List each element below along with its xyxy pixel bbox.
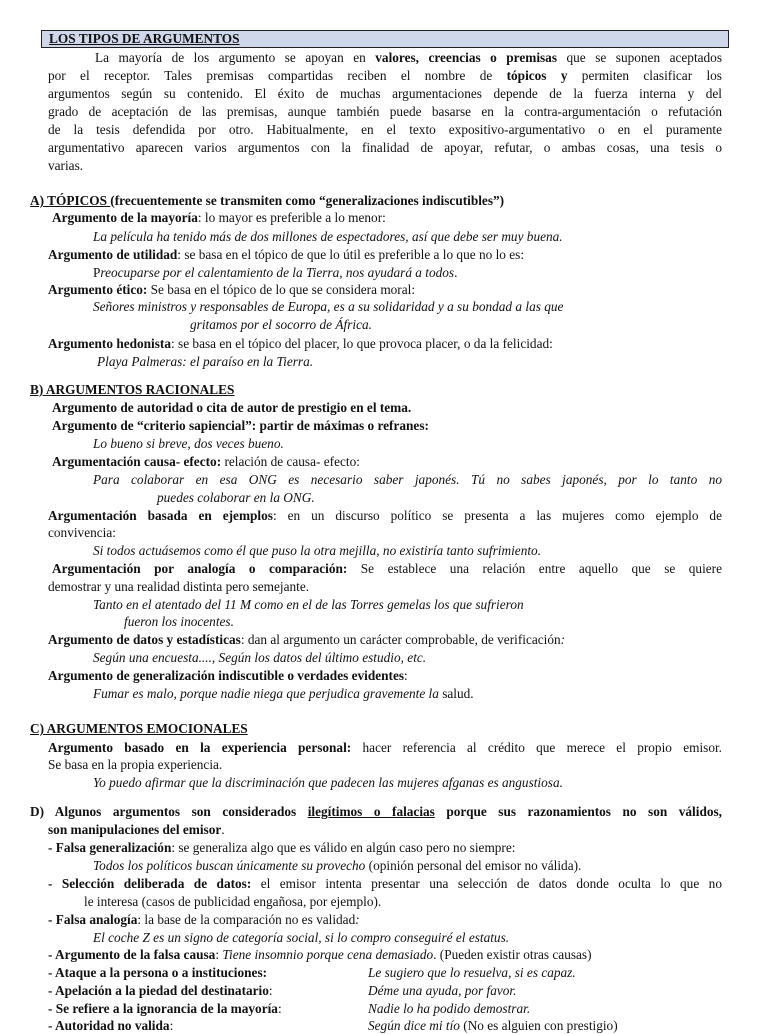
falacia-piedad: - Apelación a la piedad del destinatario:: [48, 983, 273, 998]
arg-etico-example-2: gritamos por el socorro de África.: [190, 317, 372, 332]
intro-line-5: de la tesis defendida por otro. Habitualmente, en el texto expositivo-argumentativo o en el puramente: [48, 122, 722, 137]
arg-mayoria-example: La película ha tenido más de dos millones de espectadores, así que debe ser muy buena.: [93, 229, 563, 244]
section-a-heading: A) TÓPICOS (frecuentemente se transmiten como “generalizaciones indiscutibles”): [30, 193, 505, 208]
section-c-heading: C) ARGUMENTOS EMOCIONALES: [30, 721, 248, 736]
intro-line-4: grado de aceptación de las premisas, aunque también puede basarse en la contra-argumentación o refutación: [48, 104, 722, 119]
arg-generalizacion-example: Fumar es malo, porque nadie niega que perjudica gravemente la salud.: [93, 686, 474, 701]
arg-etico: Argumento ético: Se basa en el tópico de lo que se considera moral:: [48, 282, 416, 297]
arg-ejemplos-example: Si todos actuásemos como él que puso la otra mejilla, no existiría tanto sufrimiento.: [93, 543, 542, 558]
falacia-autoridad-no-valida: - Autoridad no valida:: [48, 1018, 174, 1033]
arg-etico-example-1: Señores ministros y responsables de Europa, es a su solidaridad y a su bondad a las que: [93, 299, 564, 314]
falacia-falsa-generalizacion-example: Todos los políticos buscan únicamente su provecho (opinión personal del emisor no válida).: [93, 858, 582, 873]
falacia-autoridad-no-valida-example: Según dice mi tío (No es alguien con prestigio): [368, 1018, 618, 1033]
intro-line-1: La mayoría de los argumento se apoyan en valores, creencias o premisas que se suponen aceptados: [95, 50, 723, 65]
arg-generalizacion: Argumento de generalización indiscutible o verdades evidentes:: [48, 668, 408, 683]
arg-causa-efecto: Argumentación causa- efecto: relación de causa- efecto:: [52, 454, 360, 469]
arg-analogia-example-1: Tanto en el atentado del 11 M como en el de las Torres gemelas los que sufrieron: [93, 597, 524, 612]
section-d-heading: D) Algunos argumentos son considerados ilegítimos o falacias porque sus razonamientos no son válidos,: [30, 804, 722, 819]
intro-line-6: argumentativo aparecen varios argumentos con la finalidad de apoyar, refutar, o ambas cosas, una tesis o: [48, 140, 722, 155]
intro-line-3: argumentos según su contenido. El éxito de muchas argumentaciones depende de la fuerza interna y del: [48, 86, 722, 101]
arg-hedonista-example: Playa Palmeras: el paraíso en la Tierra.: [97, 354, 314, 369]
falacia-falsa-analogia: - Falsa analogía: la base de la comparación no es validad:: [48, 912, 360, 927]
arg-ejemplos: Argumentación basada en ejemplos: en un discurso político se presenta a las mujeres como ejemplo de: [48, 508, 722, 523]
falacia-falsa-generalizacion: - Falsa generalización: se generaliza algo que es válido en algún caso pero no siempre:: [48, 840, 516, 855]
arg-ejemplos-2: convivencia:: [48, 525, 116, 540]
arg-sapiencial-example: Lo bueno si breve, dos veces bueno.: [93, 436, 284, 451]
arg-experiencia: Argumento basado en la experiencia personal: hacer referencia al crédito que merece el propio emisor.: [48, 740, 722, 755]
falacia-ignorancia-example: Nadie lo ha podido demostrar.: [368, 1001, 531, 1016]
arg-sapiencial: Argumento de “criterio sapiencial”: partir de máximas o refranes:: [52, 418, 429, 433]
arg-autoridad: Argumento de autoridad o cita de autor de prestigio en el tema.: [52, 400, 412, 415]
falacia-ataque-example: Le sugiero que lo resuelva, si es capaz.: [368, 965, 576, 980]
arg-hedonista: Argumento hedonista: se basa en el tópico del placer, lo que provoca placer, o da la felicidad:: [48, 336, 553, 351]
falacia-falsa-causa: - Argumento de la falsa causa: Tiene insomnio porque cena demasiado. (Pueden existir otras causas): [48, 947, 592, 962]
intro-line-2: por el receptor. Tales premisas compartidas reciben el nombre de tópicos y permiten clasificar los: [48, 68, 722, 83]
arg-experiencia-2: Se basa en la propia experiencia.: [48, 757, 223, 772]
arg-analogia-2: demostrar y una realidad distinta pero semejante.: [48, 579, 310, 594]
arg-utilidad: Argumento de utilidad: se basa en el tópico de que lo útil es preferible a lo que no lo es:: [48, 247, 525, 262]
arg-causa-example-1: Para colaborar en esa ONG es necesario saber japonés. Tú no sabes japonés, por lo tanto no: [93, 472, 722, 487]
arg-causa-example-2: puedes colaborar en la ONG.: [157, 490, 315, 505]
arg-analogia: Argumentación por analogía o comparación: Se establece una relación entre aquello que se quiere: [52, 561, 722, 576]
falacia-ataque: - Ataque a la persona o a instituciones:: [48, 965, 268, 980]
arg-utilidad-example: Preocuparse por el calentamiento de la Tierra, nos ayudará a todos.: [93, 265, 458, 280]
falacia-seleccion-2: le interesa (casos de publicidad engañosa, por ejemplo).: [84, 894, 382, 909]
falacia-piedad-example: Déme una ayuda, por favor.: [368, 983, 517, 998]
arg-datos: Argumento de datos y estadísticas: dan al argumento un carácter comprobable, de verificación:: [48, 632, 566, 647]
document-title: LOS TIPOS DE ARGUMENTOS: [49, 31, 240, 46]
section-d-heading-2: son manipulaciones del emisor.: [48, 822, 225, 837]
falacia-falsa-analogia-example: El coche Z es un signo de categoría social, si lo compro conseguiré el estatus.: [93, 930, 510, 945]
arg-analogia-example-2: fueron los inocentes.: [124, 614, 234, 629]
falacia-seleccion: - Selección deliberada de datos: el emisor intenta presentar una selección de datos donde oculta lo que no: [48, 876, 722, 891]
section-b-heading: B) ARGUMENTOS RACIONALES: [30, 382, 235, 397]
intro-line-7: varias.: [48, 158, 84, 173]
arg-experiencia-example: Yo puedo afirmar que la discriminación que padecen las mujeres afganas es angustiosa.: [93, 775, 563, 790]
falacia-ignorancia: - Se refiere a la ignorancia de la mayoría:: [48, 1001, 282, 1016]
arg-datos-example: Según una encuesta...., Según los datos del último estudio, etc.: [93, 650, 427, 665]
arg-mayoria: Argumento de la mayoría: lo mayor es preferible a lo menor:: [52, 210, 386, 225]
